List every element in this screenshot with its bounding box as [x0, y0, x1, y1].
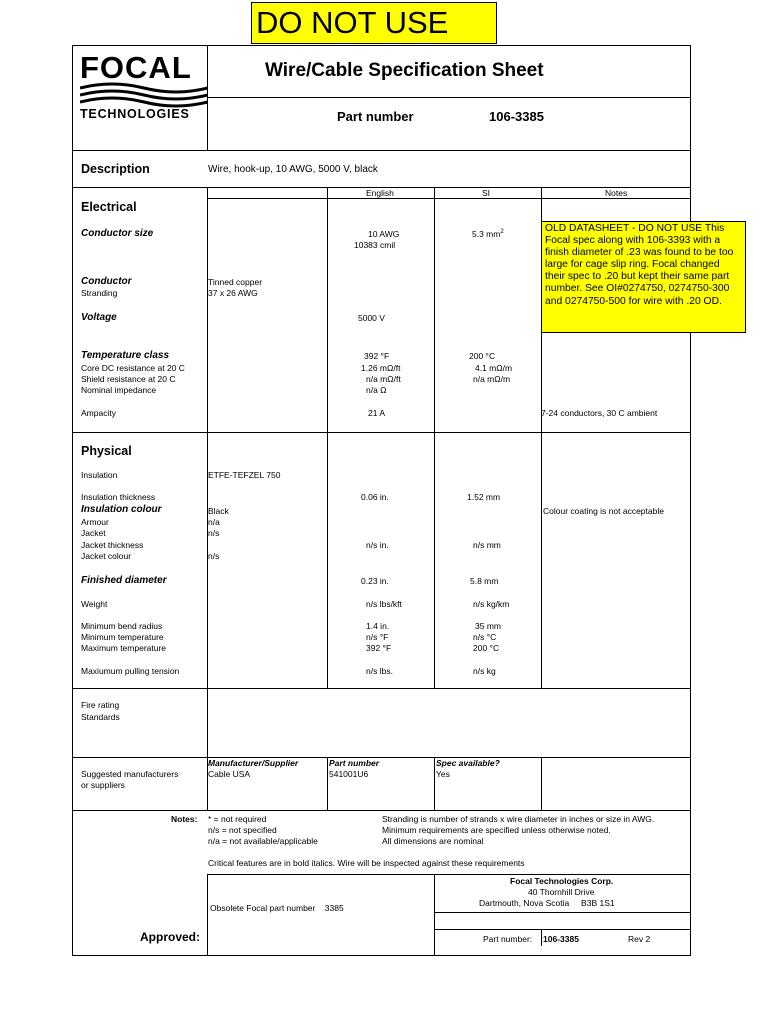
- bend-radius-english: 1.4 in.: [366, 621, 390, 631]
- supplier-header-manufacturer: Manufacturer/Supplier: [208, 758, 299, 768]
- divider: [434, 874, 435, 956]
- finished-diameter-si: 5.8 mm: [470, 576, 499, 586]
- focal-logo: [80, 52, 208, 122]
- jacket-colour-value: n/s: [208, 551, 220, 561]
- divider: [434, 912, 691, 913]
- notes-left-1: * = not required: [208, 814, 267, 824]
- pulling-tension-si: n/s kg: [473, 666, 496, 676]
- col-notes: Notes: [605, 188, 628, 198]
- old-datasheet-warning: OLD DATASHEET - DO NOT USE This Focal spec along with 106-3393 with a finish diameter of .23 was found to be too large for cage slip ring. Focal changed their spec to .20 but kept their same part number. See OI#0274750, 0274750-300 and 0274750-500 for wire with .20 OD.: [541, 221, 746, 333]
- standards-label: Standards: [81, 712, 120, 722]
- logo-word: FOCAL: [80, 50, 192, 85]
- voltage-english: 5000 V: [358, 313, 385, 323]
- suppliers-label-2: or suppliers: [81, 780, 125, 790]
- company-address-2: Dartmouth, Nova Scotia B3B 1S1: [479, 898, 615, 908]
- conductor-size-english: 10 AWG: [368, 229, 400, 239]
- divider: [207, 97, 691, 98]
- armour-label: Armour: [81, 517, 109, 527]
- insulation-colour-label: Insulation colour: [81, 504, 162, 515]
- insulation-label: Insulation: [81, 470, 118, 480]
- critical-features-note: Critical features are in bold italics. Wire will be inspected against these requirements: [208, 858, 525, 868]
- description-value: Wire, hook-up, 10 AWG, 5000 V, black: [208, 164, 378, 175]
- weight-si: n/s kg/km: [473, 599, 510, 609]
- temperature-class-si: 200 °C: [469, 351, 496, 361]
- conductor-size-si-value: 5.3 mm: [472, 229, 501, 239]
- max-temp-english: 392 °F: [366, 643, 392, 653]
- conductor-size-si: [472, 229, 504, 239]
- divider: [207, 874, 691, 875]
- core-dc-si: 4.1 mΩ/m: [475, 363, 513, 373]
- voltage-label: Voltage: [81, 312, 117, 323]
- divider: [327, 757, 328, 810]
- obsolete-part-number: Obsolete Focal part number 3385: [210, 903, 344, 913]
- supplier-part: 541001U6: [329, 769, 369, 779]
- company-address-1: 40 Thornhill Drive: [528, 887, 595, 897]
- divider: [207, 198, 691, 199]
- supplier-header-spec: Spec available?: [436, 758, 500, 768]
- notes-right-3: All dimensions are nominal: [382, 836, 484, 846]
- bend-radius-si: 35 mm: [475, 621, 501, 631]
- conductor-size-si-sup: 2: [500, 229, 504, 236]
- ampacity-english: 21 A: [368, 408, 386, 418]
- jacket-label: Jacket: [81, 528, 106, 538]
- insulation-thickness-english: 0.06 in.: [361, 492, 389, 502]
- max-temp-si: 200 °C: [473, 643, 500, 653]
- page-title: Wire/Cable Specification Sheet: [265, 60, 544, 81]
- bend-radius-label: Minimum bend radius: [81, 621, 163, 631]
- description-label: Description: [81, 162, 150, 176]
- insulation-thickness-si: 1.52 mm: [467, 492, 501, 502]
- weight-label: Weight: [81, 599, 108, 609]
- notes-left-3: n/a = not available/applicable: [208, 836, 318, 846]
- col-si: SI: [482, 188, 491, 198]
- stranding-value: 37 x 26 AWG: [208, 288, 258, 298]
- notes-right-1: Stranding is number of strands x wire diameter in inches or size in AWG.: [382, 814, 655, 824]
- conductor-size-english2: 10383 cmil: [354, 240, 396, 250]
- footer-part-value: 106-3385: [543, 934, 579, 944]
- divider: [541, 929, 542, 946]
- conductor-label: Conductor: [81, 276, 132, 287]
- insulation-thickness-label: Insulation thickness: [81, 492, 156, 502]
- part-number-label: Part number: [337, 109, 414, 124]
- divider: [72, 810, 691, 811]
- impedance-label: Nominal impedance: [81, 385, 157, 395]
- wave-icon: [80, 82, 208, 108]
- divider: [434, 929, 691, 930]
- divider: [541, 757, 542, 810]
- divider: [72, 757, 691, 758]
- jacket-thickness-english: n/s in.: [366, 540, 389, 550]
- notes-label: Notes:: [171, 814, 198, 824]
- divider: [434, 432, 435, 688]
- approved-label: Approved:: [140, 930, 200, 944]
- divider: [541, 432, 542, 688]
- min-temp-label: Minimum temperature: [81, 632, 164, 642]
- divider: [327, 187, 328, 432]
- conductor-value: Tinned copper: [208, 277, 263, 287]
- divider: [434, 757, 435, 810]
- stranding-label: Stranding: [81, 288, 118, 298]
- conductor-size-label: Conductor size: [81, 228, 154, 239]
- supplier-spec: Yes: [436, 769, 450, 779]
- max-temp-label: Maximum temperature: [81, 643, 167, 653]
- shield-si: n/a mΩ/m: [473, 374, 511, 384]
- divider: [327, 432, 328, 688]
- fire-rating-label: Fire rating: [81, 700, 120, 710]
- jacket-thickness-si: n/s mm: [473, 540, 501, 550]
- pulling-tension-english: n/s lbs.: [366, 666, 393, 676]
- core-dc-label: Core DC resistance at 20 C: [81, 363, 185, 373]
- temperature-class-english: 392 °F: [364, 351, 390, 361]
- part-number-value: 106-3385: [489, 109, 544, 124]
- notes-right-2: Minimum requirements are specified unless otherwise noted.: [382, 825, 611, 835]
- notes-left-2: n/s = not specified: [208, 825, 277, 835]
- divider: [207, 874, 208, 956]
- temperature-class-label: Temperature class: [81, 350, 170, 361]
- ampacity-note: 7-24 conductors, 30 C ambient: [541, 408, 658, 418]
- core-dc-english: 1.26 mΩ/ft: [361, 363, 401, 373]
- divider: [72, 688, 691, 689]
- footer-part-label: Part number:: [483, 934, 533, 944]
- logo-subtitle: TECHNOLOGIES: [80, 107, 190, 121]
- divider: [434, 187, 435, 432]
- jacket-value: n/s: [208, 528, 220, 538]
- do-not-use-banner: DO NOT USE: [251, 2, 497, 44]
- physical-heading: Physical: [81, 444, 132, 458]
- finished-diameter-label: Finished diameter: [81, 575, 167, 586]
- insulation-value: ETFE-TEFZEL 750: [208, 470, 281, 480]
- divider: [72, 432, 691, 433]
- ampacity-label: Ampacity: [81, 408, 116, 418]
- shield-label: Shield resistance at 20 C: [81, 374, 176, 384]
- supplier-header-part: Part number: [329, 758, 380, 768]
- pulling-tension-label: Maxiumum pulling tension: [81, 666, 180, 676]
- revision: Rev 2: [628, 934, 651, 944]
- finished-diameter-english: 0.23 in.: [361, 576, 389, 586]
- min-temp-si: n/s °C: [473, 632, 497, 642]
- suppliers-label-1: Suggested manufacturers: [81, 769, 179, 779]
- col-english: English: [366, 188, 394, 198]
- armour-value: n/a: [208, 517, 220, 527]
- insulation-colour-note: Colour coating is not acceptable: [543, 506, 664, 516]
- insulation-colour-value: Black: [208, 506, 229, 516]
- weight-english: n/s lbs/kft: [366, 599, 402, 609]
- shield-english: n/a mΩ/ft: [366, 374, 401, 384]
- min-temp-english: n/s °F: [366, 632, 389, 642]
- company-name: Focal Technologies Corp.: [510, 876, 614, 886]
- jacket-colour-label: Jacket colour: [81, 551, 132, 561]
- divider: [72, 150, 691, 151]
- impedance-english: n/a Ω: [366, 385, 387, 395]
- supplier-manufacturer: Cable USA: [208, 769, 251, 779]
- electrical-heading: Electrical: [81, 200, 137, 214]
- jacket-thickness-label: Jacket thickness: [81, 540, 144, 550]
